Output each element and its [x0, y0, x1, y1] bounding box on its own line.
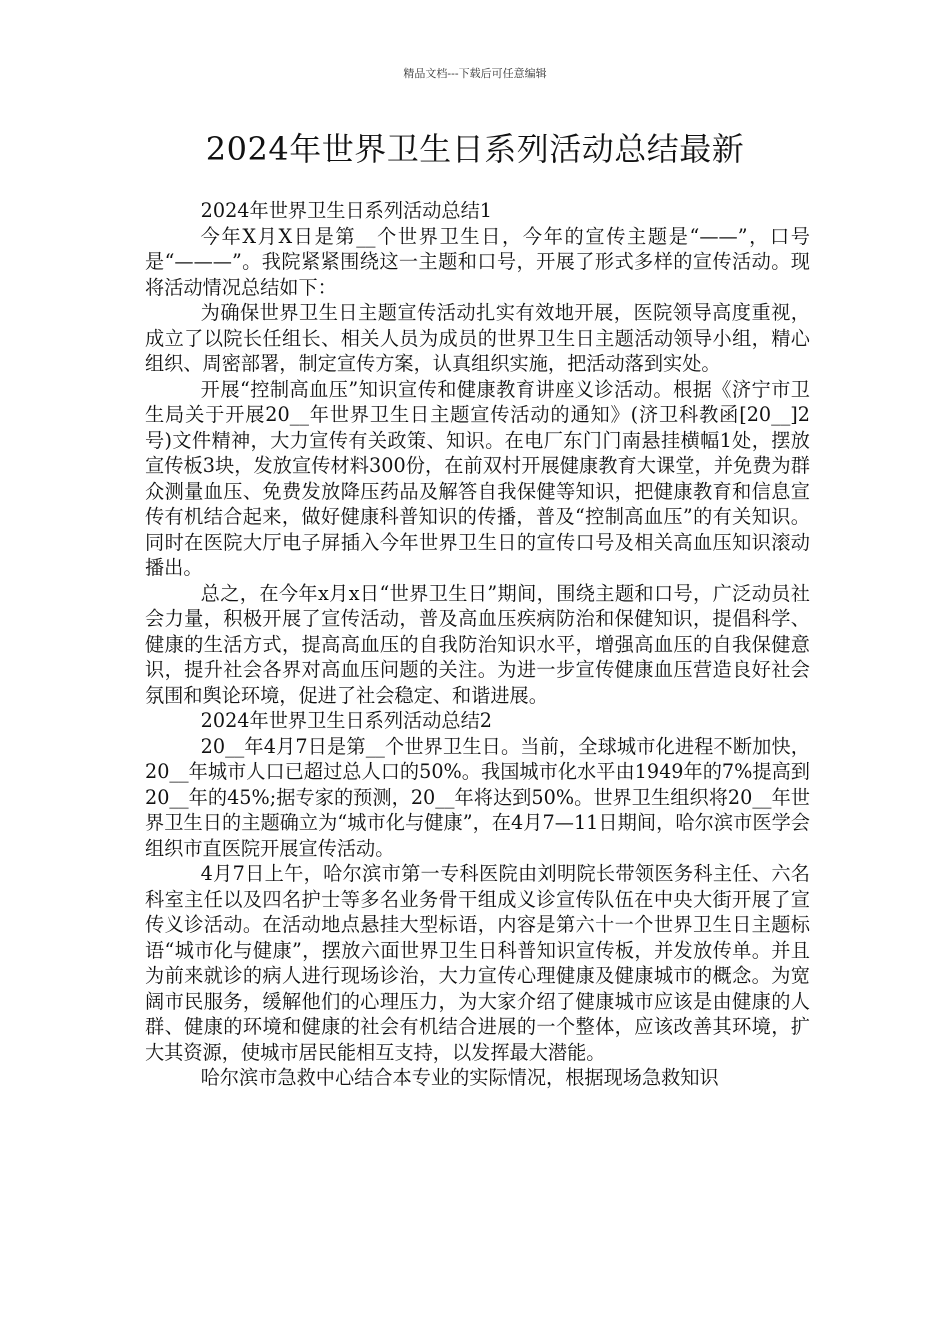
paragraph: 开展“控制高血压”知识宣传和健康教育讲座义诊活动。根据《济宁市卫生局关于开展20__年世界卫生日主题宣传活动的通知》(济卫科教函[20__]2号)文件精神，大力宣传有关政策、知识。在电厂东门门南悬挂横幅1处，摆放宣传板3块，发放宣传材料300份，在前双村开展健康教育大课堂，并免费为群众测量血压、免费发放降压药品及解答自我保健等知识，把健康教育和信息宣传有机结合起来，做好健康科普知识的传播，普及“控制高血压”的有关知识。同时在医院大厅电子屏插入今年世界卫生日的宣传口号及相关高血压知识滚动播出。 — [145, 377, 810, 579]
paragraph: 为确保世界卫生日主题宣传活动扎实有效地开展，医院领导高度重视，成立了以院长任组长、相关人员为成员的世界卫生日主题活动领导小组，精心组织、周密部署，制定宣传方案，认真组织实施，把活动落到实处。 — [145, 301, 810, 375]
paragraph: 总之，在今年x月x日“世界卫生日”期间，围绕主题和口号，广泛动员社会力量，积极开展了宣传活动，普及高血压疾病防治和保健知识，提倡科学、健康的生活方式，提高高血压的自我防治知识水平，增强高血压的自我保健意识，提升社会各界对高血压问题的关注。为进一步宣传健康血压营造良好社会氛围和舆论环境，促进了社会稳定、和谐进展。 — [145, 581, 810, 707]
page-header-note: 精品文档---下载后可任意编辑 — [403, 67, 547, 80]
paragraph: 4月7日上午，哈尔滨市第一专科医院由刘明院长带领医务科主任、六名科室主任以及四名护士等多名业务骨干组成义诊宣传队伍在中央大街开展了宣传义诊活动。在活动地点悬挂大型标语，内容是第六十一个世界卫生日主题标语“城市化与健康”，摆放六面世界卫生日科普知识宣传板，并发放传单。并且为前来就诊的病人进行现场诊治，大力宣传心理健康及健康城市的概念。为宽阔市民服务，缓解他们的心理压力，为大家介绍了健康城市应该是由健康的人群、健康的环境和健康的社会有机结合进展的一个整体，应该改善其环境，扩大其资源，使城市居民能相互支持，以发挥最大潜能。 — [145, 862, 810, 1064]
document-body — [145, 198, 810, 1091]
document-title: 2024年世界卫生日系列活动总结最新 — [205, 130, 745, 168]
paragraph: 今年X月X日是第__个世界卫生日，今年的宣传主题是“——”，口号是“———”。我院紧紧围绕这一主题和口号，开展了形式多样的宣传活动。现将活动情况总结如下： — [145, 224, 810, 299]
section-heading-1: 2024年世界卫生日系列活动总结1 — [200, 199, 492, 222]
paragraph: 20__年4月7日是第__个世界卫生日。当前，全球城市化进程不断加快，20__年城市人口已超过总人口的50%。我国城市化水平由1949年的7%提高到20__年的45%;据专家的预测，20__年将达到50%。世界卫生组织将20__年世界卫生日的主题确立为“城市化与健康”，在4月7—11日期间，哈尔滨市医学会组织市直医院开展宣传活动。 — [145, 734, 810, 860]
section-heading-2: 2024年世界卫生日系列活动总结2 — [200, 709, 492, 732]
paragraph: 哈尔滨市急救中心结合本专业的实际情况，根据现场急救知识 — [200, 1066, 719, 1089]
